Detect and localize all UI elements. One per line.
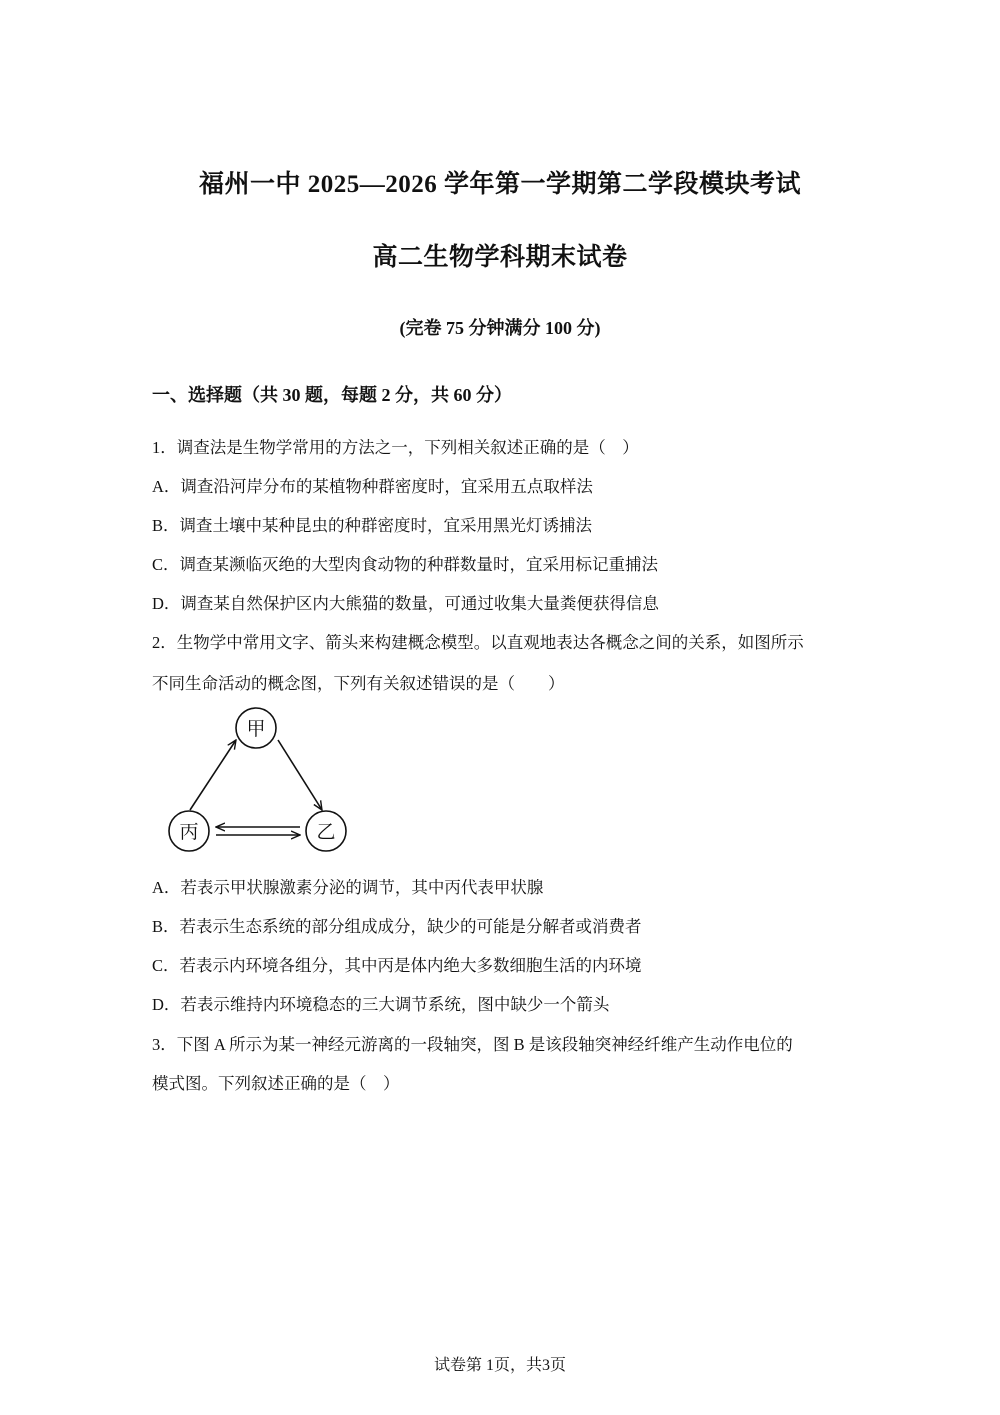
- node-yi-label: 乙: [316, 821, 336, 843]
- exam-time-score-info: (完卷 75 分钟满分 100 分): [399, 318, 601, 338]
- question-1-stem: 1．调查法是生物学常用的方法之一，下列相关叙述正确的是（ ）: [152, 438, 639, 457]
- node-jia-label: 甲: [246, 718, 266, 740]
- question-2-option-b: B．若表示生态系统的部分组成成分，缺少的可能是分解者或消费者: [152, 917, 642, 936]
- node-bing: [169, 811, 209, 851]
- question-3-stem-line2: 模式图。下列叙述正确的是（ ）: [152, 1074, 400, 1093]
- node-bing-label: 丙: [179, 821, 199, 843]
- arrow-jia-to-yi: [278, 740, 322, 810]
- question-1-option-c: C．调查某濒临灭绝的大型肉食动物的种群数量时，宜采用标记重捕法: [152, 555, 659, 574]
- exam-title: 福州一中 2025—2026 学年第一学期第二学段模块考试: [198, 171, 801, 198]
- section-heading-choice: 一、选择题（共 30 题，每题 2 分，共 60 分）: [152, 385, 512, 405]
- question-2-option-a: A．若表示甲状腺激素分泌的调节，其中丙代表甲状腺: [152, 878, 544, 897]
- question-2-stem-line2: 不同生命活动的概念图，下列有关叙述错误的是（ ）: [152, 674, 565, 693]
- question-2-stem-line1: 2．生物学中常用文字、箭头来构建概念模型。以直观地表达各概念之间的关系，如图所示: [152, 633, 804, 652]
- exam-subject-title: 高二生物学科期末试卷: [372, 244, 628, 271]
- arrow-bing-to-jia: [190, 740, 236, 810]
- node-jia: [236, 708, 276, 748]
- page-footer: 试卷第 1页，共3页: [433, 1357, 566, 1374]
- question-2-option-d: D．若表示维持内环境稳态的三大调节系统，图中缺少一个箭头: [152, 995, 610, 1014]
- question-3-stem-line1: 3．下图 A 所示为某一神经元游离的一段轴突，图 B 是该段轴突神经纤维产生动作电位的: [152, 1035, 793, 1054]
- question-1-option-a: A．调查沿河岸分布的某植物种群密度时，宜采用五点取样法: [152, 477, 593, 496]
- question-1-option-d: D．调查某自然保护区内大熊猫的数量，可通过收集大量粪便获得信息: [152, 594, 659, 613]
- question-2-option-c: C．若表示内环境各组分，其中丙是体内绝大多数细胞生活的内环境: [152, 956, 642, 975]
- node-yi: [306, 811, 346, 851]
- concept-diagram: [160, 703, 360, 863]
- question-1-option-b: B．调查土壤中某种昆虫的种群密度时，宜采用黑光灯诱捕法: [152, 516, 593, 535]
